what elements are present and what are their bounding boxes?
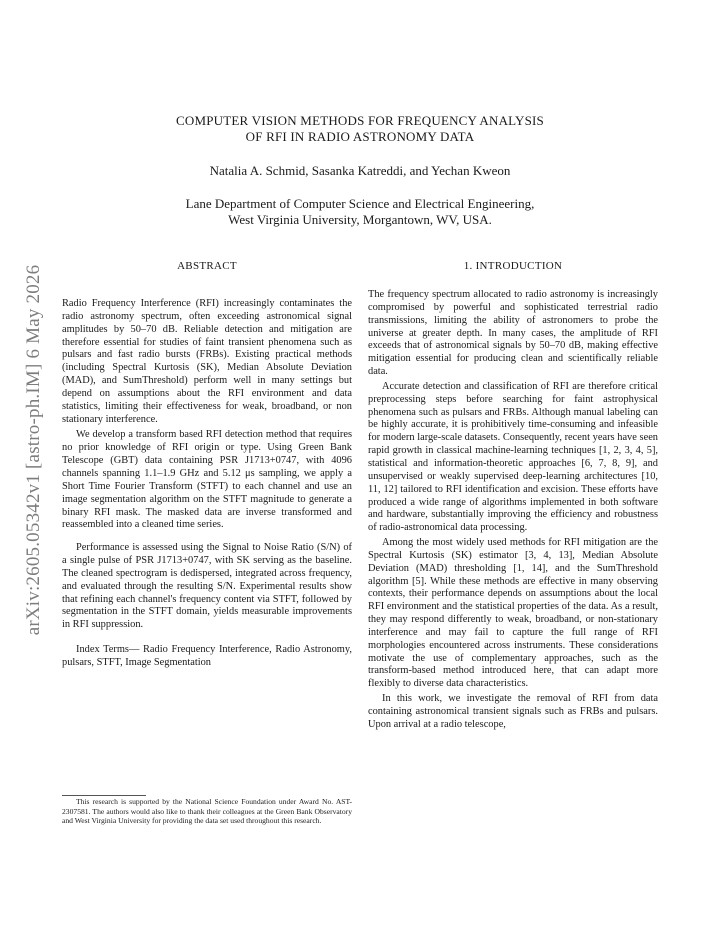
title-line-2: OF RFI IN RADIO ASTRONOMY DATA bbox=[245, 128, 475, 144]
authors: Natalia A. Schmid, Sasanka Katreddi, and Yechan Kweon bbox=[209, 163, 511, 178]
footnote-rule bbox=[62, 795, 146, 796]
introduction-paragraph-4: In this work, we investigate the removal of RFI from data containing astronomical transient signals such as FRBs and pulsars. Upon arrival at a radio telescope, bbox=[368, 693, 658, 730]
footnote bbox=[62, 797, 352, 826]
affiliation bbox=[60, 196, 660, 228]
abstract-paragraph-3: Performance is assessed using the Signal to Noise Ratio (S/N) of a single pulse of PSR J1713+0747, with SK serving as the baseline. The cleaned spectrogram is dedispersed, integrated across frequency, and evaluated through the resulting S/N. Experimental results show that refining each channel's frequency content via STFT, followed by segmentation in the STFT domain, yields measurable improvements in RFI suppression. bbox=[62, 542, 352, 631]
arxiv-identifier[interactable]: arXiv:2605.05342v1 [astro-ph.IM] 6 May 2026 bbox=[23, 264, 44, 636]
index-terms: Index Terms— Radio Frequency Interference, Radio Astronomy, pulsars, STFT, Image Segmentation bbox=[62, 644, 352, 668]
introduction-paragraph-3: Among the most widely used methods for RFI mitigation are the Spectral Kurtosis (SK) estimator [3, 4, 13], Median Absolute Deviation (MAD) thresholding [1, 14], and the SumThreshold algorithm [5]. While these methods are effective in many observing contexts, their performance depends on assumptions about the local RFI environment and the statistical properties of the data. As a result, they may respond differently to weak, broadband, or non-stationary interference and may fail to capture the full range of RFI morphologies encountered across instruments. These considerations motivate the use of complementary approaches, such as the transform-based method introduced here, that can adapt more flexibly to diverse data characteristics. bbox=[368, 537, 658, 690]
title-line-1: COMPUTER VISION METHODS FOR FREQUENCY ANALYSIS bbox=[176, 113, 544, 128]
left-column bbox=[62, 260, 352, 670]
paper-title bbox=[60, 113, 660, 144]
right-column bbox=[368, 260, 658, 732]
introduction-paragraph-1: The frequency spectrum allocated to radio astronomy is increasingly compromised by powerful and sophisticated terrestrial radio transmissions, limiting the ability of astronomers to probe the universe at greater depth. In many cases, the amplitude of RFI exceeds that of astronomical signals by 50–70 dB, making effective mitigation essential for producing clean and scientifically reliable data. bbox=[368, 289, 658, 378]
introduction-heading: 1. INTRODUCTION bbox=[463, 260, 563, 272]
affiliation-line-1: Lane Department of Computer Science and Electrical Engineering, bbox=[185, 196, 535, 211]
abstract-heading: ABSTRACT bbox=[177, 260, 237, 272]
affiliation-line-2: West Virginia University, Morgantown, WV, USA. bbox=[228, 212, 492, 227]
abstract-paragraph-1: Radio Frequency Interference (RFI) increasingly contaminates the radio astronomy spectrum, often exceeding astronomical signal amplitudes by 50–70 dB. Reliable detection and mitigation are therefore essential for studies of faint transient phenomena such as pulsars and fast radio bursts (FRBs). Existing practical methods (including Spectral Kurtosis (SK), Median Absolute Deviation (MAD), and SumThreshold) perform well in many settings but depend on assumptions about the RFI environment and data statistics, limiting their effectiveness for weak, broadband, or non stationary interference. bbox=[62, 298, 352, 425]
abstract-paragraph-2: We develop a transform based RFI detection method that requires no prior knowledge of RFI origin or type. Using Green Bank Telescope (GBT) data containing PSR J1713+0747, with 4096 channels spanning 1.1–1.9 GHz and 5.12 μs sampling, we apply a Short Time Fourier Transform (STFT) to each channel and use an image segmentation algorithm on the STFT magnitude to generate a binary RFI mask. The masked data are inverse transformed and reassembled into a cleaned time series. bbox=[62, 429, 352, 531]
introduction-paragraph-2: Accurate detection and classification of RFI are therefore critical preprocessing steps before searching for faint astrophysical phenomena such as pulsars and FRBs. Although manual labeling can be highly accurate, it is prohibitively time-consuming and infeasible for modern large-scale datasets. Consequently, recent years have seen rapid growth in classical machine-learning techniques [1, 2, 3, 4, 5], statistical and information-theoretic approaches [6, 7, 8, 9], and unsupervised or weakly supervised deep-learning architectures [10, 11, 12] tailored to RFI identification and excision. These efforts have produced a wide range of algorithms implemented in both software and hardware, substantially improving the efficiency and robustness of radio-astronomical data processing. bbox=[368, 380, 658, 534]
footnote-text: This research is supported by the National Science Foundation under Award No. AST-2307581. The authors would also like to thank their colleagues at the Green Bank Observatory and West Virginia University for providing the data set used throughout this research. bbox=[62, 797, 352, 826]
